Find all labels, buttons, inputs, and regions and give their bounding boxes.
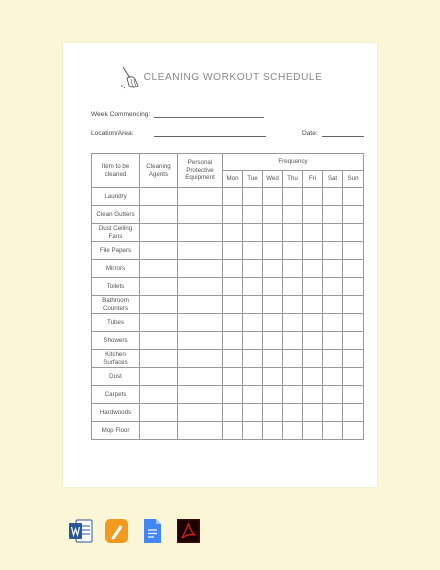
- day-cell-tue[interactable]: [243, 404, 263, 422]
- day-cell-mon[interactable]: [223, 404, 243, 422]
- day-cell-mon[interactable]: [223, 224, 243, 242]
- agents-cell[interactable]: [140, 404, 178, 422]
- day-cell-mon[interactable]: [223, 188, 243, 206]
- table-row: [92, 296, 364, 314]
- ppe-cell[interactable]: [178, 332, 223, 350]
- day-cell-sun[interactable]: [343, 350, 364, 368]
- item-cell: File Papers: [92, 242, 140, 260]
- location-label: Location/Area:: [91, 130, 134, 137]
- day-cell-wed[interactable]: [263, 332, 283, 350]
- ppe-cell[interactable]: [178, 350, 223, 368]
- day-cell-sun[interactable]: [343, 296, 364, 314]
- day-cell-fri[interactable]: [303, 422, 323, 440]
- agents-cell[interactable]: [140, 296, 178, 314]
- table-row: [92, 386, 364, 404]
- header-day-mon: Mon: [223, 171, 243, 188]
- day-cell-sat[interactable]: [323, 278, 343, 296]
- day-cell-sat[interactable]: [323, 350, 343, 368]
- day-cell-tue[interactable]: [243, 260, 263, 278]
- header-day-tue: Tue: [243, 171, 263, 188]
- day-cell-fri[interactable]: [303, 188, 323, 206]
- day-cell-wed[interactable]: [263, 260, 283, 278]
- day-cell-fri[interactable]: [303, 206, 323, 224]
- agents-cell[interactable]: [140, 278, 178, 296]
- ppe-cell[interactable]: [178, 422, 223, 440]
- day-cell-thu[interactable]: [283, 404, 303, 422]
- day-cell-mon[interactable]: [223, 422, 243, 440]
- ppe-cell[interactable]: [178, 242, 223, 260]
- agents-cell[interactable]: [140, 314, 178, 332]
- day-cell-wed[interactable]: [263, 386, 283, 404]
- header-item: Item to be cleaned: [92, 154, 140, 188]
- header-ppe: Personal Protective Equipment: [178, 154, 223, 188]
- day-cell-tue[interactable]: [243, 368, 263, 386]
- ppe-cell[interactable]: [178, 278, 223, 296]
- day-cell-wed[interactable]: [263, 422, 283, 440]
- agents-cell[interactable]: [140, 224, 178, 242]
- day-cell-thu[interactable]: [283, 188, 303, 206]
- day-cell-sat[interactable]: [323, 260, 343, 278]
- day-cell-tue[interactable]: [243, 242, 263, 260]
- agents-cell[interactable]: [140, 332, 178, 350]
- day-cell-sun[interactable]: [343, 260, 364, 278]
- day-cell-fri[interactable]: [303, 242, 323, 260]
- day-cell-sun[interactable]: [343, 404, 364, 422]
- day-cell-thu[interactable]: [283, 314, 303, 332]
- agents-cell[interactable]: [140, 260, 178, 278]
- date-label: Date:: [302, 130, 318, 137]
- day-cell-sat[interactable]: [323, 386, 343, 404]
- day-cell-mon[interactable]: [223, 314, 243, 332]
- day-cell-thu[interactable]: [283, 332, 303, 350]
- day-cell-sat[interactable]: [323, 206, 343, 224]
- item-cell: Mirrors: [92, 260, 140, 278]
- day-cell-thu[interactable]: [283, 242, 303, 260]
- agents-cell[interactable]: [140, 350, 178, 368]
- day-cell-tue[interactable]: [243, 278, 263, 296]
- table-body: [92, 188, 364, 440]
- table-row: [92, 206, 364, 224]
- day-cell-tue[interactable]: [243, 314, 263, 332]
- header-day-sun: Sun: [343, 171, 364, 188]
- ppe-cell[interactable]: [178, 404, 223, 422]
- item-cell: Dust: [92, 368, 140, 386]
- location-line[interactable]: [154, 130, 266, 137]
- table-row: [92, 404, 364, 422]
- ppe-cell[interactable]: [178, 368, 223, 386]
- header-row: [92, 154, 364, 171]
- header-day-wed: Wed: [263, 171, 283, 188]
- ppe-cell[interactable]: [178, 314, 223, 332]
- day-cell-sat[interactable]: [323, 296, 343, 314]
- day-cell-mon[interactable]: [223, 332, 243, 350]
- day-cell-thu[interactable]: [283, 422, 303, 440]
- day-cell-sun[interactable]: [343, 368, 364, 386]
- day-cell-wed[interactable]: [263, 242, 283, 260]
- day-cell-wed[interactable]: [263, 188, 283, 206]
- day-cell-tue[interactable]: [243, 332, 263, 350]
- day-cell-fri[interactable]: [303, 314, 323, 332]
- day-cell-wed[interactable]: [263, 206, 283, 224]
- header-day-fri: Fri: [303, 171, 323, 188]
- word-icon[interactable]: [68, 518, 93, 544]
- agents-cell[interactable]: [140, 242, 178, 260]
- day-cell-mon[interactable]: [223, 206, 243, 224]
- agents-cell[interactable]: [140, 422, 178, 440]
- day-cell-sat[interactable]: [323, 404, 343, 422]
- day-cell-mon[interactable]: [223, 350, 243, 368]
- agents-cell[interactable]: [140, 386, 178, 404]
- day-cell-fri[interactable]: [303, 386, 323, 404]
- day-cell-tue[interactable]: [243, 422, 263, 440]
- pages-icon[interactable]: [104, 518, 129, 544]
- day-cell-mon[interactable]: [223, 296, 243, 314]
- day-cell-sun[interactable]: [343, 314, 364, 332]
- day-cell-tue[interactable]: [243, 386, 263, 404]
- day-cell-fri[interactable]: [303, 278, 323, 296]
- item-cell: Kitchen Surfaces: [92, 350, 140, 368]
- header-day-sat: Sat: [323, 171, 343, 188]
- ppe-cell[interactable]: [178, 260, 223, 278]
- item-cell: Toilets: [92, 278, 140, 296]
- day-cell-thu[interactable]: [283, 224, 303, 242]
- day-cell-sat[interactable]: [323, 314, 343, 332]
- day-cell-sun[interactable]: [343, 242, 364, 260]
- day-cell-tue[interactable]: [243, 350, 263, 368]
- ppe-cell[interactable]: [178, 188, 223, 206]
- header-agents: Cleaning Agents: [140, 154, 178, 188]
- item-cell: Hardwoods: [92, 404, 140, 422]
- broom-icon: [118, 65, 140, 89]
- day-cell-thu[interactable]: [283, 278, 303, 296]
- ppe-cell[interactable]: [178, 224, 223, 242]
- table-row: [92, 224, 364, 242]
- schedule-table: [91, 153, 364, 440]
- day-cell-fri[interactable]: [303, 350, 323, 368]
- day-cell-sat[interactable]: [323, 242, 343, 260]
- week-commencing-line[interactable]: [154, 111, 264, 118]
- table-row: [92, 350, 364, 368]
- day-cell-tue[interactable]: [243, 224, 263, 242]
- week-commencing-field: [91, 111, 264, 118]
- title-row: [63, 65, 377, 89]
- day-cell-sat[interactable]: [323, 224, 343, 242]
- day-cell-sun[interactable]: [343, 422, 364, 440]
- day-cell-mon[interactable]: [223, 242, 243, 260]
- day-cell-sun[interactable]: [343, 206, 364, 224]
- agents-cell[interactable]: [140, 368, 178, 386]
- date-field: [302, 130, 364, 137]
- document-title: CLEANING WORKOUT SCHEDULE: [143, 71, 323, 83]
- header-frequency: Frequency: [223, 154, 364, 171]
- pdf-icon[interactable]: [176, 518, 201, 544]
- day-cell-fri[interactable]: [303, 332, 323, 350]
- agents-cell[interactable]: [140, 188, 178, 206]
- day-cell-tue[interactable]: [243, 206, 263, 224]
- day-cell-wed[interactable]: [263, 278, 283, 296]
- day-cell-wed[interactable]: [263, 404, 283, 422]
- day-cell-fri[interactable]: [303, 404, 323, 422]
- table-row: [92, 422, 364, 440]
- day-cell-mon[interactable]: [223, 260, 243, 278]
- location-field: [91, 130, 266, 137]
- day-cell-fri[interactable]: [303, 296, 323, 314]
- day-cell-fri[interactable]: [303, 368, 323, 386]
- table-row: [92, 368, 364, 386]
- item-cell: Laundry: [92, 188, 140, 206]
- header-day-thu: Thu: [283, 171, 303, 188]
- day-cell-sun[interactable]: [343, 386, 364, 404]
- item-cell: Dust Ceiling Fans: [92, 224, 140, 242]
- day-cell-mon[interactable]: [223, 278, 243, 296]
- day-cell-thu[interactable]: [283, 350, 303, 368]
- week-commencing-label: Week Commencing:: [91, 111, 151, 118]
- app-icons: [68, 518, 201, 544]
- table-row: [92, 188, 364, 206]
- day-cell-wed[interactable]: [263, 368, 283, 386]
- agents-cell[interactable]: [140, 206, 178, 224]
- day-cell-thu[interactable]: [283, 260, 303, 278]
- day-cell-wed[interactable]: [263, 350, 283, 368]
- day-cell-sun[interactable]: [343, 278, 364, 296]
- day-cell-mon[interactable]: [223, 386, 243, 404]
- item-cell: Clean Gutters: [92, 206, 140, 224]
- day-cell-thu[interactable]: [283, 368, 303, 386]
- day-cell-thu[interactable]: [283, 206, 303, 224]
- ppe-cell[interactable]: [178, 386, 223, 404]
- day-cell-mon[interactable]: [223, 368, 243, 386]
- day-cell-sat[interactable]: [323, 368, 343, 386]
- day-cell-fri[interactable]: [303, 224, 323, 242]
- day-cell-sun[interactable]: [343, 332, 364, 350]
- item-cell: Carpets: [92, 386, 140, 404]
- day-cell-sat[interactable]: [323, 188, 343, 206]
- table-row: [92, 260, 364, 278]
- day-cell-wed[interactable]: [263, 314, 283, 332]
- day-cell-thu[interactable]: [283, 386, 303, 404]
- day-cell-thu[interactable]: [283, 296, 303, 314]
- day-cell-fri[interactable]: [303, 260, 323, 278]
- item-cell: Bathroom Counters: [92, 296, 140, 314]
- item-cell: Mop Floor: [92, 422, 140, 440]
- day-cell-sat[interactable]: [323, 332, 343, 350]
- date-line[interactable]: [322, 130, 364, 137]
- table-row: [92, 242, 364, 260]
- day-cell-sat[interactable]: [323, 422, 343, 440]
- day-cell-wed[interactable]: [263, 296, 283, 314]
- day-cell-tue[interactable]: [243, 296, 263, 314]
- table-row: [92, 332, 364, 350]
- docs-icon[interactable]: [140, 518, 165, 544]
- day-cell-sun[interactable]: [343, 224, 364, 242]
- day-cell-sun[interactable]: [343, 188, 364, 206]
- ppe-cell[interactable]: [178, 206, 223, 224]
- table-row: [92, 278, 364, 296]
- day-cell-tue[interactable]: [243, 188, 263, 206]
- day-cell-wed[interactable]: [263, 224, 283, 242]
- document-sheet: [63, 43, 377, 487]
- item-cell: Tubes: [92, 314, 140, 332]
- table-row: [92, 314, 364, 332]
- ppe-cell[interactable]: [178, 296, 223, 314]
- item-cell: Showers: [92, 332, 140, 350]
